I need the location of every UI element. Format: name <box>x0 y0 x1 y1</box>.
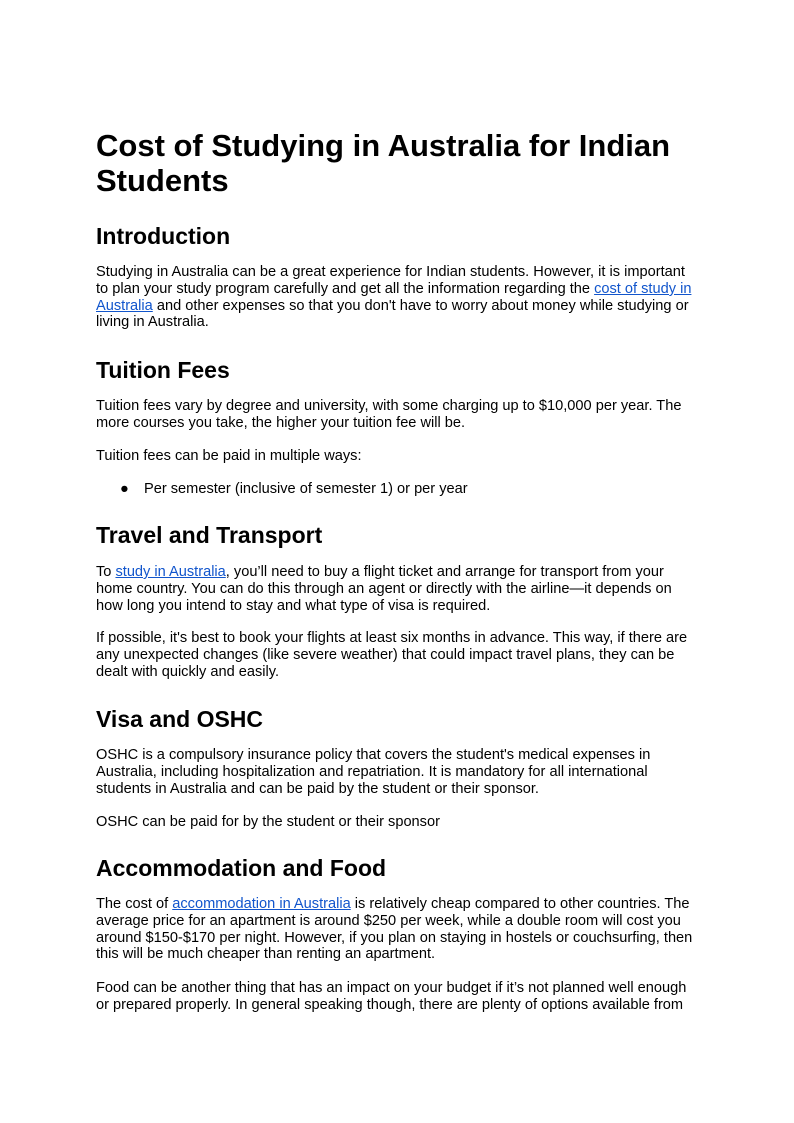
accommodation-paragraph <box>96 896 700 963</box>
travel-paragraph <box>96 564 700 614</box>
oshc-payment-paragraph: OSHC can be paid for by the student or their sponsor <box>96 814 440 830</box>
heading-travel-transport: Travel and Transport <box>96 522 323 548</box>
bullet-icon: ● <box>120 481 129 497</box>
travel-booking-paragraph: If possible, it's best to book your flights at least six months in advance. This way, if there are any unexpected changes (like severe weather) that could impact travel plans, they can be dealt with quickly and easily. <box>96 630 688 680</box>
list-item <box>120 481 468 498</box>
oshc-paragraph: OSHC is a compulsory insurance policy that covers the student's medical expenses in Australia, including hospitalization and repatriation. It is mandatory for all international students in Australia and can be paid by the student or their sponsor. <box>96 747 651 797</box>
food-paragraph: Food can be another thing that has an impact on your budget if it’s not planned well enough or prepared properly. In general speaking though, there are plenty of options available from <box>96 980 687 1013</box>
page-title: Cost of Studying in Australia for Indian Students <box>96 128 671 198</box>
text: is relatively cheap compared to other countries. The average price for an apartment is around $250 per week, while a double room will cost you around $150-$170 per night. However, if you plan on staying in hostels or couchsurfing, then this will be much cheaper than renting an apartment. <box>96 896 693 963</box>
study-in-australia-link[interactable]: study in Australia <box>115 564 226 580</box>
text: Studying in Australia can be a great experience for Indian students. However, it is important to plan your study program carefully and get all the information regarding the <box>96 264 685 297</box>
heading-introduction: Introduction <box>96 223 231 249</box>
text: and other expenses so that you don't have to worry about money while studying or living in Australia. <box>96 297 689 331</box>
intro-paragraph <box>96 264 700 331</box>
cost-of-study-link[interactable]: cost of study in Australia <box>96 280 692 314</box>
tuition-paragraph: Tuition fees vary by degree and university, with some charging up to $10,000 per year. The more courses you take, the higher your tuition fee will be. <box>96 398 682 431</box>
list-item-text: Per semester (inclusive of semester 1) or per year <box>144 481 468 497</box>
text: The cost of <box>96 896 173 912</box>
tuition-payment-paragraph: Tuition fees can be paid in multiple ways: <box>96 448 362 464</box>
accommodation-link[interactable]: accommodation in Australia <box>172 896 351 912</box>
heading-tuition-fees: Tuition Fees <box>96 357 230 383</box>
text: To <box>96 564 116 580</box>
heading-accommodation-food: Accommodation and Food <box>96 855 387 881</box>
heading-visa-oshc: Visa and OSHC <box>96 706 264 732</box>
text: , you’ll need to buy a flight ticket and arrange for transport from your home country. You can do this through an agent or directly with the airline—it depends on how long you intend to stay and what type of visa is required. <box>96 564 672 614</box>
